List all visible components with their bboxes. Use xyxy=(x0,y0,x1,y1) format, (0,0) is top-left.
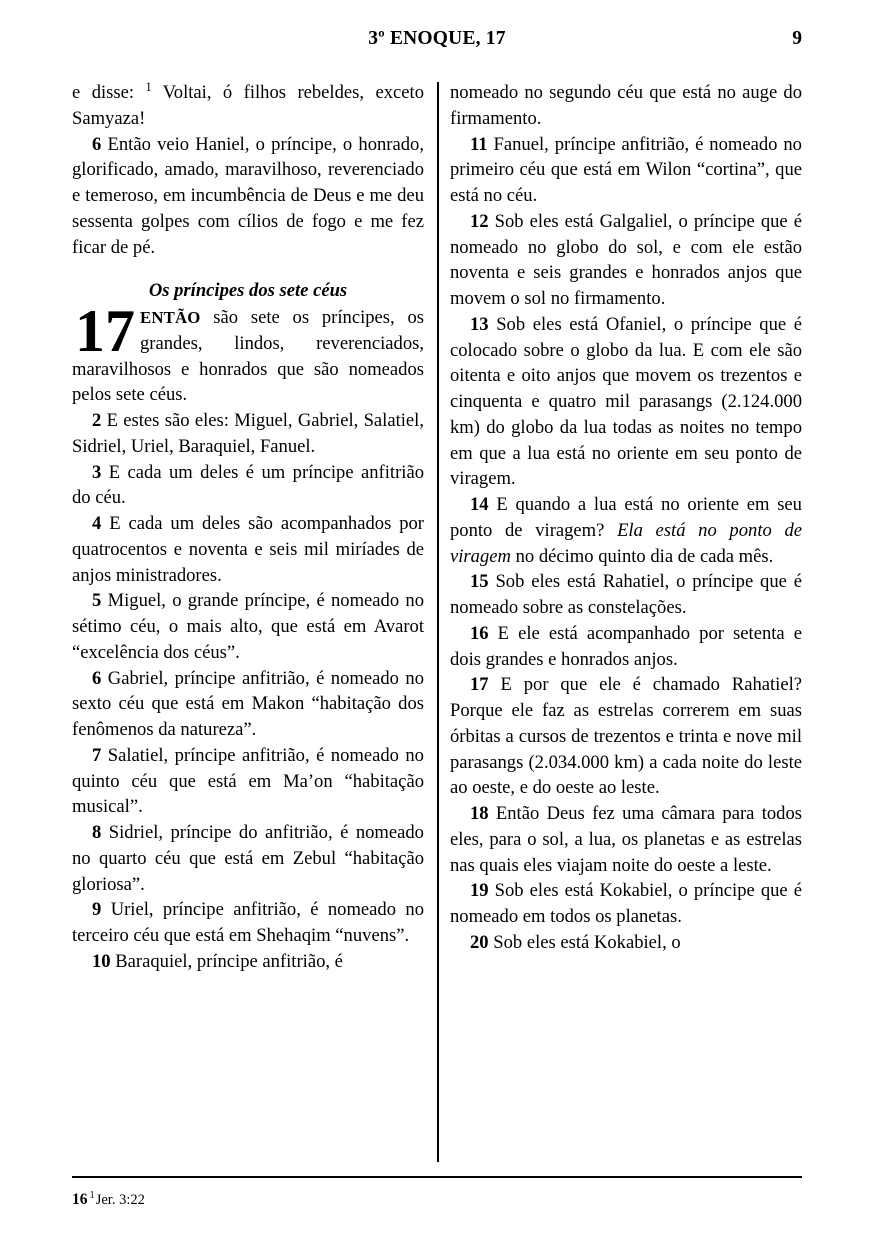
running-head-title: 3º ENOQUE, 17 xyxy=(368,28,506,49)
verse-item xyxy=(450,132,802,209)
verse-item xyxy=(72,743,424,820)
verse-text: E por que ele é chamado Rahatiel? Porque ele faz as estrelas correrem em suas órbitas a cursos de trezentos e trinta e nove mil parasangs (2.034.000 km) a cada noite do leste ao oeste, e do oeste ao leste. xyxy=(450,674,803,799)
continued-text-before: e disse: xyxy=(72,82,135,103)
verse-item xyxy=(450,878,802,930)
verse-text: Baraquiel, príncipe anfitrião, é xyxy=(115,950,343,972)
chapter-number-dropcap: 17 xyxy=(75,298,135,364)
verse-number: 10 xyxy=(92,950,111,972)
verse-text: Então veio Haniel, o príncipe, o honrado, glorificado, amado, maravilhoso, reverenciado e temeroso, em incumbência de Deus e me deu sessenta golpes com cílios de fogo e me fez ficar de pé. xyxy=(72,133,424,258)
verse-text: E estes são eles: Miguel, Gabriel, Salatiel, Sidriel, Uriel, Baraquiel, Fanuel. xyxy=(72,410,424,457)
verse-number: 7 xyxy=(92,744,102,766)
footnote-reference: Jer. 3:22 xyxy=(95,1192,145,1208)
verse-text: E ele está acompanhado por setenta e dois grandes e honrados anjos. xyxy=(450,622,802,670)
column-divider xyxy=(437,82,439,1162)
verse-text: Sob eles está Galgaliel, o príncipe que é nomeado no globo do sol, e com ele estão noventa e seis grandes e honrados anjos que movem o sol no firmamento. xyxy=(450,210,802,309)
verse-item xyxy=(72,460,424,512)
verse-item xyxy=(72,897,424,949)
section-heading: Os príncipes dos sete céus xyxy=(148,280,348,302)
verse-item xyxy=(72,949,424,975)
verse-item xyxy=(450,569,802,621)
verse-text: Sob eles está Kokabiel, o príncipe que é nomeado em todos os planetas. xyxy=(450,880,802,927)
paragraph-continued xyxy=(72,80,424,132)
chapter-opening-smallcaps: ENTÃO xyxy=(140,308,201,327)
verse-number: 16 xyxy=(470,622,489,644)
verse-text-italic: Ela está no ponto de viragem xyxy=(450,519,802,567)
verse-number: 17 xyxy=(470,674,489,696)
verse-text: Então Deus fez uma câmara para todos eles, para o sol, a lua, os planetas e as estrelas nas quais eles viajam noite do oeste a leste. xyxy=(450,803,802,876)
verse-number: 8 xyxy=(92,822,102,843)
verse-text: E quando a lua está no oriente em seu ponto de viragem? xyxy=(450,494,802,541)
verse-number: 6 xyxy=(92,667,102,689)
verse-text: Sidriel, príncipe do anfitrião, é nomeado no quarto céu que está em Zebul “habitação gloriosa”. xyxy=(72,822,424,895)
verse-item xyxy=(450,801,802,878)
verse-number: 5 xyxy=(92,590,102,612)
chapter-opening-text: são sete os príncipes, os grandes, lindos, reverenciados, maravilhosos e honrados que são nomeados pelos sete céus. xyxy=(72,307,424,406)
verse-item xyxy=(450,492,802,569)
verse-number: 20 xyxy=(470,931,489,953)
page-number: 9 xyxy=(792,28,802,49)
verse-item xyxy=(72,666,424,743)
verse-item xyxy=(72,511,424,588)
verse-number: 3 xyxy=(92,461,102,483)
verse-number: 12 xyxy=(470,210,489,232)
column-right xyxy=(450,80,802,1165)
verse-text: Uriel, príncipe anfitrião, é nomeado no terceiro céu que está em Shehaqim “nuvens”. xyxy=(72,899,424,946)
verse-item xyxy=(450,672,802,801)
chapter-opening-paragraph xyxy=(72,298,424,408)
running-head xyxy=(72,28,802,58)
verse-text: Gabriel, príncipe anfitrião, é nomeado no sexto céu que está em Makon “habitação dos fenômenos da natureza”. xyxy=(72,667,424,740)
footnote-chapter-ref: 16 xyxy=(72,1191,88,1208)
verse-number: 4 xyxy=(92,513,102,534)
verse-item xyxy=(450,930,802,956)
verse-text: Salatiel, príncipe anfitrião, é nomeado no quinto céu que está em Ma’on “habitação musical”. xyxy=(72,744,424,818)
verse-number: 18 xyxy=(470,803,489,824)
verse-text: Fanuel, príncipe anfitrião, é nomeado no primeiro céu que está em Wilon “cortina”, que está no céu. xyxy=(450,133,802,206)
verse-text: Miguel, o grande príncipe, é nomeado no sétimo céu, o mais alto, que está em Avarot “excelência dos céus”. xyxy=(72,590,424,663)
verse-text: Sob eles está Kokabiel, o xyxy=(493,931,681,953)
footnote-marker: 1 xyxy=(145,79,152,94)
verse-number: 6 xyxy=(92,133,102,155)
footnote-marker: 1 xyxy=(89,1190,95,1202)
verse-item xyxy=(450,312,802,492)
verse-text: E cada um deles é um príncipe anfitrião do céu. xyxy=(72,461,424,509)
verse-item xyxy=(72,588,424,665)
verse-text: E cada um deles são acompanhados por quatrocentos e noventa e seis mil miríades de anjos ministradores. xyxy=(72,513,424,586)
verse-number: 13 xyxy=(470,313,489,335)
verse-text-tail: no décimo quinto dia de cada mês. xyxy=(515,545,774,567)
continued-text-after: Voltai, ó filhos rebeldes, exceto Samyaza! xyxy=(72,82,424,129)
verse-item xyxy=(450,209,802,312)
verse-item xyxy=(72,820,424,897)
verse-text: Sob eles está Rahatiel, o príncipe que é nomeado sobre as constelações. xyxy=(450,571,802,618)
verse-number: 14 xyxy=(470,494,489,515)
verse-number: 9 xyxy=(92,899,102,921)
footnote-area xyxy=(72,1190,802,1210)
verse-item xyxy=(72,408,424,460)
verse-6-pre xyxy=(72,132,424,261)
verse-item xyxy=(450,621,802,673)
verse-number: 15 xyxy=(470,571,489,593)
verse-text: Sob eles está Ofaniel, o príncipe que é colocado sobre o globo da lua. E com ele são oitenta e oito anjos que movem os trezentos e cinquenta e quatro mil parasangs (2.124.000 km) do globo da lua todas as noites no tempo em que a lua está no oriente em seu ponto de viragem. xyxy=(450,313,802,490)
body-text-area xyxy=(72,80,802,1165)
verse-number: 11 xyxy=(470,133,488,155)
column-left xyxy=(72,80,424,1165)
paragraph-continued: nomeado no segundo céu que está no auge do firmamento. xyxy=(450,82,802,129)
footnote-separator-rule xyxy=(72,1176,802,1178)
verse-number: 19 xyxy=(470,880,489,902)
verse-number: 2 xyxy=(92,410,102,431)
